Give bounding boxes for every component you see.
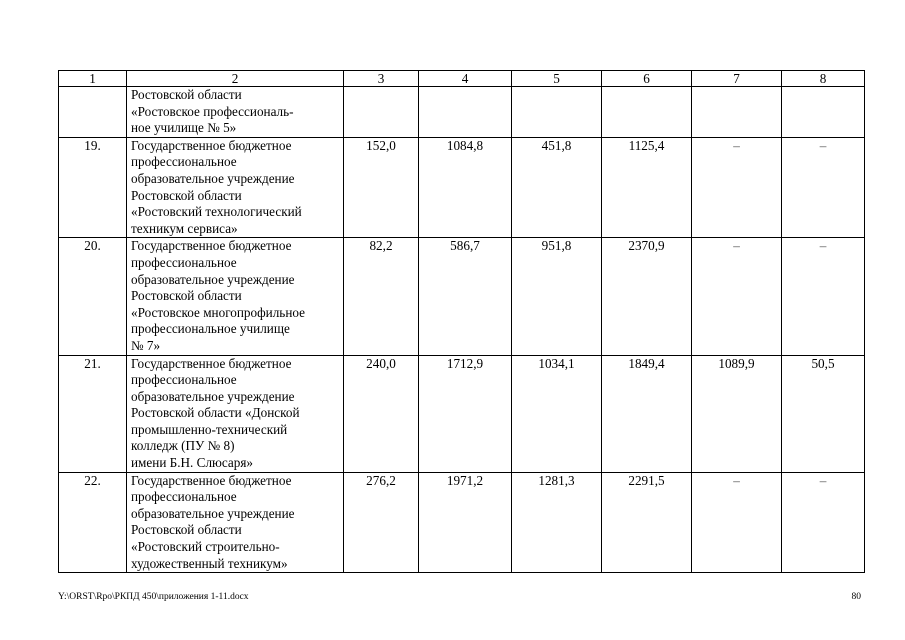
institution-name-cell [127, 472, 344, 573]
value-cell: – [692, 472, 782, 573]
name-line: Государственное бюджетное [131, 472, 292, 488]
value-cell: 1849,4 [602, 355, 692, 472]
value-cell: 1712,9 [419, 355, 512, 472]
name-line: образовательное учреждение [131, 505, 295, 521]
value-cell: 82,2 [344, 238, 419, 355]
name-line: Ростовской области [131, 522, 242, 538]
header-cell: 5 [512, 71, 602, 87]
name-line: профессиональное [131, 254, 237, 270]
name-line: «Ростовский технологический [131, 204, 302, 220]
name-line: «Ростовский строительно- [131, 539, 280, 555]
name-line: Государственное бюджетное [131, 238, 292, 254]
name-line: Государственное бюджетное [131, 355, 292, 371]
value-cell: – [782, 238, 865, 355]
value-cell [602, 87, 692, 138]
value-cell: 276,2 [344, 472, 419, 573]
name-line: образовательное учреждение [131, 170, 295, 186]
institution-name-cell [127, 238, 344, 355]
name-line: промышленно-технический [131, 421, 288, 437]
header-cell: 3 [344, 71, 419, 87]
name-line: профессиональное училище [131, 321, 290, 337]
value-cell: 240,0 [344, 355, 419, 472]
value-cell: – [692, 137, 782, 238]
row-number-cell: 21. [59, 355, 127, 472]
value-cell: 451,8 [512, 137, 602, 238]
value-cell: – [782, 137, 865, 238]
name-line: «Ростовское профессиональ- [131, 103, 294, 119]
name-line: Ростовской области [131, 87, 242, 102]
value-cell: 2291,5 [602, 472, 692, 573]
name-line: Ростовской области «Донской [131, 405, 300, 421]
institution-name-cell [127, 355, 344, 472]
value-cell: 586,7 [419, 238, 512, 355]
name-line: Ростовской области [131, 288, 242, 304]
name-line: профессиональное [131, 489, 237, 505]
header-cell: 7 [692, 71, 782, 87]
name-line: Государственное бюджетное [131, 137, 292, 153]
name-line: техникум сервиса» [131, 220, 238, 236]
header-cell: 1 [59, 71, 127, 87]
name-line: имени Б.Н. Слюсаря» [131, 455, 254, 471]
value-cell: 1125,4 [602, 137, 692, 238]
table-row [59, 137, 865, 238]
name-line: № 7» [131, 337, 161, 353]
name-line: профессиональное [131, 372, 237, 388]
header-cell: 6 [602, 71, 692, 87]
table-row [59, 238, 865, 355]
name-line: Ростовской области [131, 187, 242, 203]
data-table [58, 70, 865, 573]
institution-name-cell [127, 87, 344, 138]
value-cell: – [692, 238, 782, 355]
value-cell: – [782, 472, 865, 573]
name-line: образовательное учреждение [131, 388, 295, 404]
header-cell: 8 [782, 71, 865, 87]
name-line: «Ростовское многопрофильное [131, 304, 305, 320]
value-cell: 152,0 [344, 137, 419, 238]
row-number-cell: 20. [59, 238, 127, 355]
row-number-cell: 19. [59, 137, 127, 238]
value-cell: 1281,3 [512, 472, 602, 573]
header-cell: 4 [419, 71, 512, 87]
value-cell: 1084,8 [419, 137, 512, 238]
institution-name-cell [127, 137, 344, 238]
row-number-cell [59, 87, 127, 138]
table-row [59, 472, 865, 573]
value-cell [419, 87, 512, 138]
name-line: образовательное учреждение [131, 271, 295, 287]
value-cell: 951,8 [512, 238, 602, 355]
footer-page-number: 80 [851, 592, 861, 602]
continuation-row [59, 87, 865, 138]
name-line: ное училище № 5» [131, 120, 237, 136]
value-cell [782, 87, 865, 138]
value-cell: 1034,1 [512, 355, 602, 472]
value-cell: 50,5 [782, 355, 865, 472]
header-row [59, 71, 865, 87]
header-cell: 2 [127, 71, 344, 87]
value-cell: 1089,9 [692, 355, 782, 472]
footer-file-path: Y:\ORST\Rpo\РКПД 450\приложения 1-11.docx [58, 592, 249, 602]
value-cell [512, 87, 602, 138]
value-cell [692, 87, 782, 138]
name-line: колледж (ПУ № 8) [131, 438, 235, 454]
name-line: профессиональное [131, 154, 237, 170]
row-number-cell: 22. [59, 472, 127, 573]
name-line: художественный техникум» [131, 555, 288, 571]
value-cell: 1971,2 [419, 472, 512, 573]
value-cell: 2370,9 [602, 238, 692, 355]
table-row [59, 355, 865, 472]
value-cell [344, 87, 419, 138]
